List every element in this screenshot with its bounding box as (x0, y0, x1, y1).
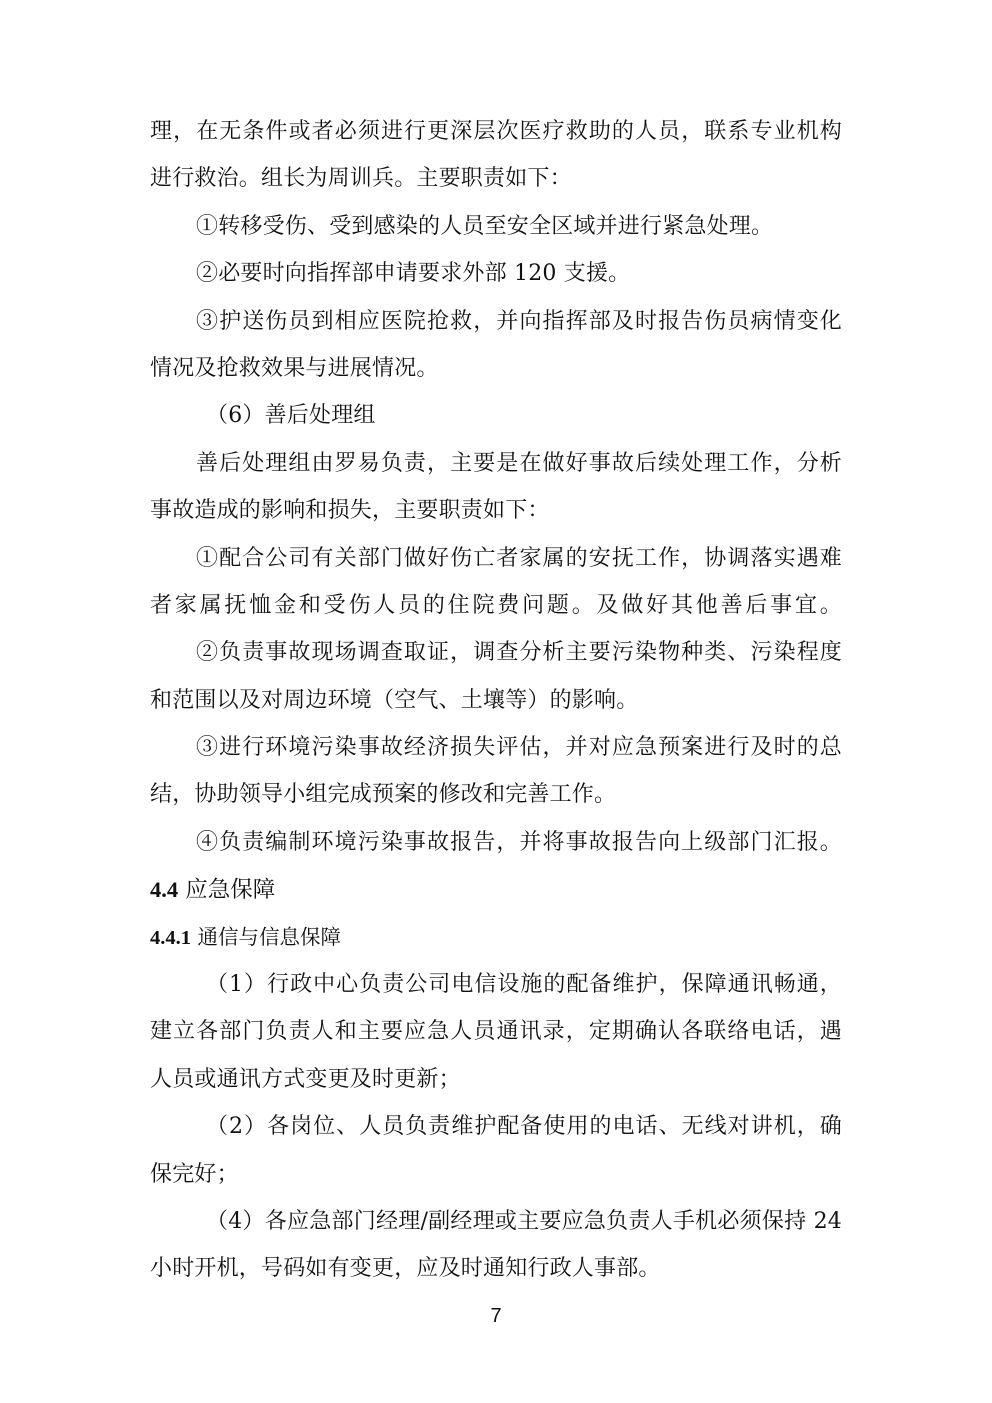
list-item: ④负责编制环境污染事故报告，并将事故报告向上级部门汇报。 (196, 829, 842, 855)
paragraph-line: 理，在无条件或者必须进行更深层次医疗救助的人员，联系专业机构 (150, 119, 842, 144)
list-item: （4）各应急部门经理/副经理或主要应急负责人手机必须保持 24 (206, 1208, 842, 1234)
section-number: 4.4 (150, 877, 179, 903)
paragraph-line: 情况及抢救效果与进展情况。 (150, 355, 439, 381)
group-title: （6）善后处理组 (206, 403, 376, 429)
subsection-heading (150, 914, 842, 961)
section-heading (150, 866, 842, 913)
list-item: ②必要时向指挥部申请要求外部 120 支援。 (196, 261, 631, 287)
paragraph-line: 小时开机，号码如有变更，应及时通知行政人事部。 (150, 1256, 661, 1282)
paragraph-line: 进行救治。组长为周训兵。主要职责如下： (150, 166, 572, 192)
document-page (150, 108, 842, 1293)
paragraph-line: 建立各部门负责人和主要应急人员通讯录，定期确认各联络电话，遇 (150, 1019, 842, 1045)
list-item: ③护送伤员到相应医院抢救，并向指挥部及时报告伤员病情变化 (196, 308, 842, 334)
list-item: （2）各岗位、人员负责维护配备使用的电话、无线对讲机，确 (206, 1114, 842, 1140)
list-item: ①配合公司有关部门做好伤亡者家属的安抚工作，协调落实遇难 (196, 545, 842, 571)
page-number: 7 (490, 1305, 502, 1327)
subsection-number: 4.4.1 (150, 926, 191, 949)
list-item: （1）行政中心负责公司电信设施的配备维护，保障通讯畅通， (206, 972, 842, 998)
paragraph-line: 善后处理组由罗易负责，主要是在做好事故后续处理工作，分析 (196, 450, 842, 476)
paragraph-line: 和范围以及对周边环境（空气、土壤等）的影响。 (150, 687, 639, 713)
list-item: ②负责事故现场调查取证，调查分析主要污染物种类、污染程度 (196, 640, 842, 666)
paragraph-line: 人员或通讯方式变更及时更新； (150, 1066, 461, 1092)
section-title: 应急保障 (185, 877, 276, 904)
paragraph-line: 者家属抚恤金和受伤人员的住院费问题。及做好其他善后事宜。 (150, 592, 842, 618)
list-item: ①转移受伤、受到感染的人员至安全区域并进行紧急处理。 (196, 213, 774, 239)
subsection-title: 通信与信息保障 (197, 924, 342, 949)
paragraph-line: 结，协助领导小组完成预案的修改和完善工作。 (150, 782, 617, 808)
list-item: ③进行环境污染事故经济损失评估，并对应急预案进行及时的总 (196, 735, 842, 761)
paragraph-line: 保完好； (150, 1161, 239, 1187)
paragraph-line: 事故造成的影响和损失，主要职责如下： (150, 498, 550, 524)
